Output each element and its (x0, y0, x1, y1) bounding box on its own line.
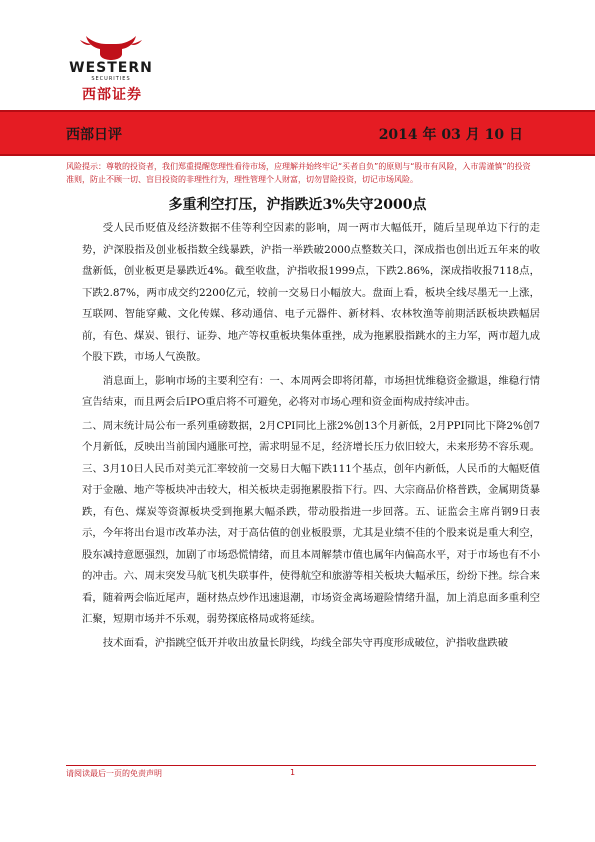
company-logo (66, 32, 166, 102)
footer-divider (66, 765, 536, 766)
header-banner (0, 110, 595, 156)
article-body (82, 218, 540, 656)
paragraph: 二、周末统计局公布一系列重磅数据，2月CPI同比上涨2%创13个月新低，2月PPI同比下降2%创7个月新低，反映出当前国内通胀可控，需求明显不足，经济增长压力依旧较大，未来形势不容乐观。三、3月10日人民币对美元汇率较前一交易日大幅下跌111个基点，创年内新低，人民币的大幅贬值对于金融、地产等板块冲击较大，相关板块走弱拖累股指下行。四、大宗商品价格普跌，金属期货暴跌，有色、煤炭等资源板块受到拖累大幅杀跌，带动股指进一步回落。五、证监会主席肖钢9日表示，今年将出台退市改革办法，对于高估值的创业板股票，尤其是业绩不佳的个股来说是重大利空，股东减持意愿强烈，加剧了市场恐慌情绪，而且本周解禁市值也属年内偏高水平，对于市场也有不小的冲击。六、周末突发马航飞机失联事件，使得航空和旅游等相关板块大幅承压，纷纷下挫。综合来看，随着两会临近尾声，题材热点炒作迅速退潮，市场资金离场避险情绪升温，加上消息面多重利空汇聚，短期市场并不乐观，弱势探底格局或将延续。 (82, 419, 540, 625)
logo-brand-text: WESTERN (69, 60, 153, 76)
logo-chinese-name: 西部证券 (82, 87, 142, 103)
bull-head-icon (66, 32, 156, 62)
paragraph: 消息面上，影响市场的主要利空有：一、本周两会即将闭幕，市场担忧维稳资金撤退，维稳行情宣告结束，而且两会后IPO重启将不可避免，必将对市场心理和资金面构成持续冲击。 (82, 374, 540, 408)
page-number: 1 (290, 768, 296, 777)
disclaimer-note: 请阅读最后一页的免责声明 (66, 769, 162, 778)
logo-sub-text: SECURITIES (91, 76, 131, 82)
report-date: 2014 年 03 月 10 日 (378, 127, 523, 143)
paragraph: 受人民币贬值及经济数据不佳等利空因素的影响，周一两市大幅低开，随后呈现单边下行的走势，沪深股指及创业板指数全线暴跌，沪指一举跌破2000点整数关口，深成指也创出近五年来的收盘新低，创业板更是暴跌近4%。截至收盘，沪指收报1999点，下跌2.86%，深成指收报7118点，下跌2.87%，两市成交约2200亿元，较前一交易日小幅放大。盘面上看，板块全线尽墨无一上涨，互联网、智能穿戴、文化传媒、移动通信、电子元器件、新材料、农林牧渔等前期活跃板块跌幅居前，有色、煤炭、银行、证券、地产等权重板块集体重挫，成为拖累股指跳水的主力军，两市超九成个股下跌，市场人气涣散。 (82, 222, 540, 363)
paragraph: 技术面看，沪指跳空低开并收出放量长阴线，均线全部失守再度形成破位，沪指收盘跌破 (102, 636, 509, 649)
report-name: 西部日评 (66, 127, 122, 143)
risk-notice: 风险提示：尊敬的投资者，我们郑重提醒您理性看待市场，应理解并始终牢记“买者自负”的原则与“股市有风险，入市需谨慎”的投资准则，防止不顾一切、盲目投资的非理性行为，理性管理个人财富，切勿冒险投资，切记市场风险。 (66, 162, 531, 184)
article-title: 多重利空打压，沪指跌近3%失守2000点 (168, 197, 427, 213)
